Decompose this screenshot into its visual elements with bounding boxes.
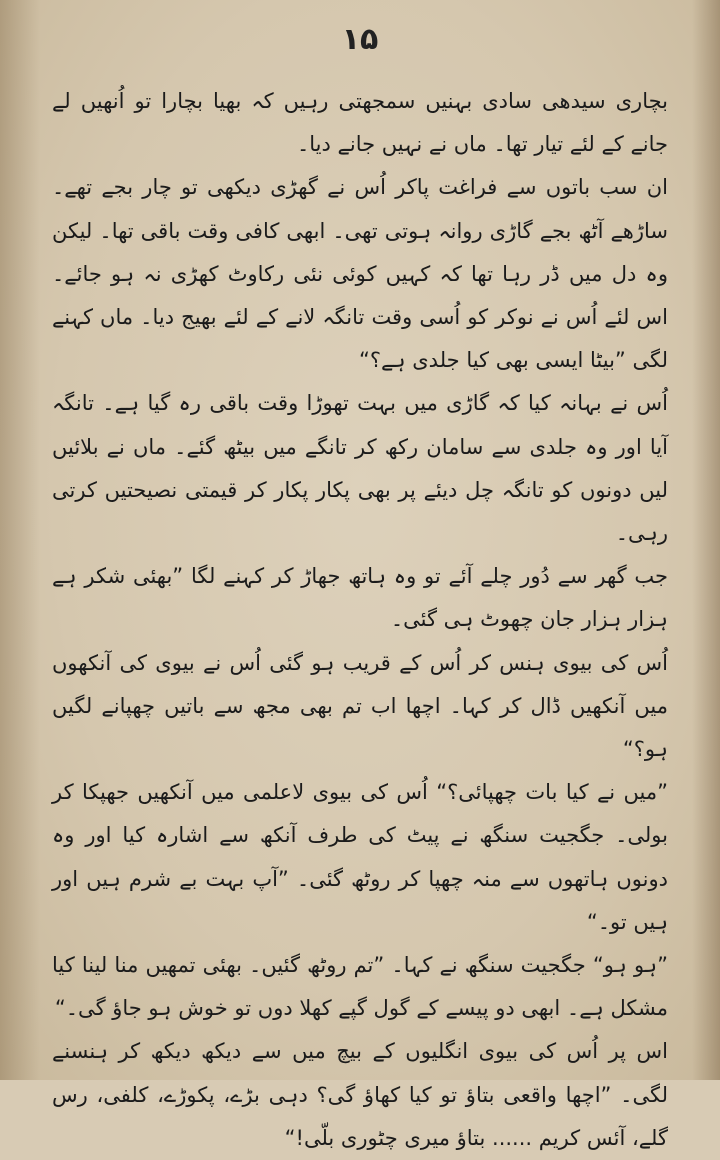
paragraph-6: ”میں نے کیا بات چھپائی؟“ اُس کی بیوی لاعلمی میں آنکھیں جھپکا کر بولی۔ جگجیت سنگھ نے پیٹ کی طرف آنکھ سے اشارہ کیا اور وہ دونوں ہاتھوں سے منہ چھپا کر روٹھ گئی۔ ”آپ بہت بے شرم ہیں اور ہیں تو۔“ [52, 780, 668, 934]
paragraph-5: اُس کی بیوی ہنس کر اُس کے قریب ہو گئی اُس نے بیوی کی آنکھوں میں آنکھیں ڈال کر کہا۔ اچھا اب تم بھی مجھ سے باتیں چھپانے لگیں ہو؟“ [52, 650, 668, 762]
page-number: ۱۵ [341, 22, 379, 57]
page-text [52, 80, 668, 1160]
paragraph-3: اُس نے بہانہ کیا کہ گاڑی میں بہت تھوڑا وقت باقی رہ گیا ہے۔ تانگہ آیا اور وہ جلدی سے سامان رکھ کر تانگے میں بیٹھ گئے۔ ماں نے بلائیں لیں دونوں کو تانگہ چل دیئے پر بھی پکار پکار کر قیمتی نصیحتیں کرتی رہی۔ [52, 391, 668, 546]
paragraph-8: اس پر اُس کی بیوی انگلیوں کے بیچ میں سے دیکھ دیکھ کر ہنسنے لگی۔ ”اچھا واقعی بتاؤ تو کیا کھاؤ گی؟ دہی بڑے، پکوڑے، کلفی، رس گلے، آئس کریم ...... بتاؤ میری چٹوری بلّی!“ [52, 1039, 668, 1150]
paragraph-7: ”ہو ہو“ جگجیت سنگھ نے کہا۔ ”تم روٹھ گئیں۔ بھئی تمھیں منا لینا کیا مشکل ہے۔ ابھی دو پیسے کے گول گپے کھلا دوں تو خوش ہو جاؤ گی۔“ [52, 953, 668, 1021]
paragraph-1: بچاری سیدھی سادی بہنیں سمجھتی رہیں کہ بھیا بچارا تو اُنھیں لے جانے کے لئے تیار تھا۔ ماں نے نہیں جانے دیا۔ [52, 89, 668, 157]
paragraph-4: جب گھر سے دُور چلے آئے تو وہ ہاتھ جھاڑ کر کہنے لگا ”بھئی شکر ہے ہزار ہزار جان چھوٹ ہی گئی۔ [52, 564, 668, 632]
paragraph-2: ان سب باتوں سے فراغت پاکر اُس نے گھڑی دیکھی تو چار بجے تھے۔ ساڑھے آٹھ بجے گاڑی روانہ ہوتی تھی۔ ابھی کافی وقت باقی تھا۔ لیکن وہ دل میں ڈر رہا تھا کہ کہیں کوئی نئی رکاوٹ کھڑی نہ ہو جائے۔ اس لئے اُس نے نوکر کو اُسی وقت تانگہ لانے کے لئے بھیج دیا۔ ماں کہنے لگی ”بیٹا ایسی بھی کیا جلدی ہے؟“ [52, 175, 668, 373]
